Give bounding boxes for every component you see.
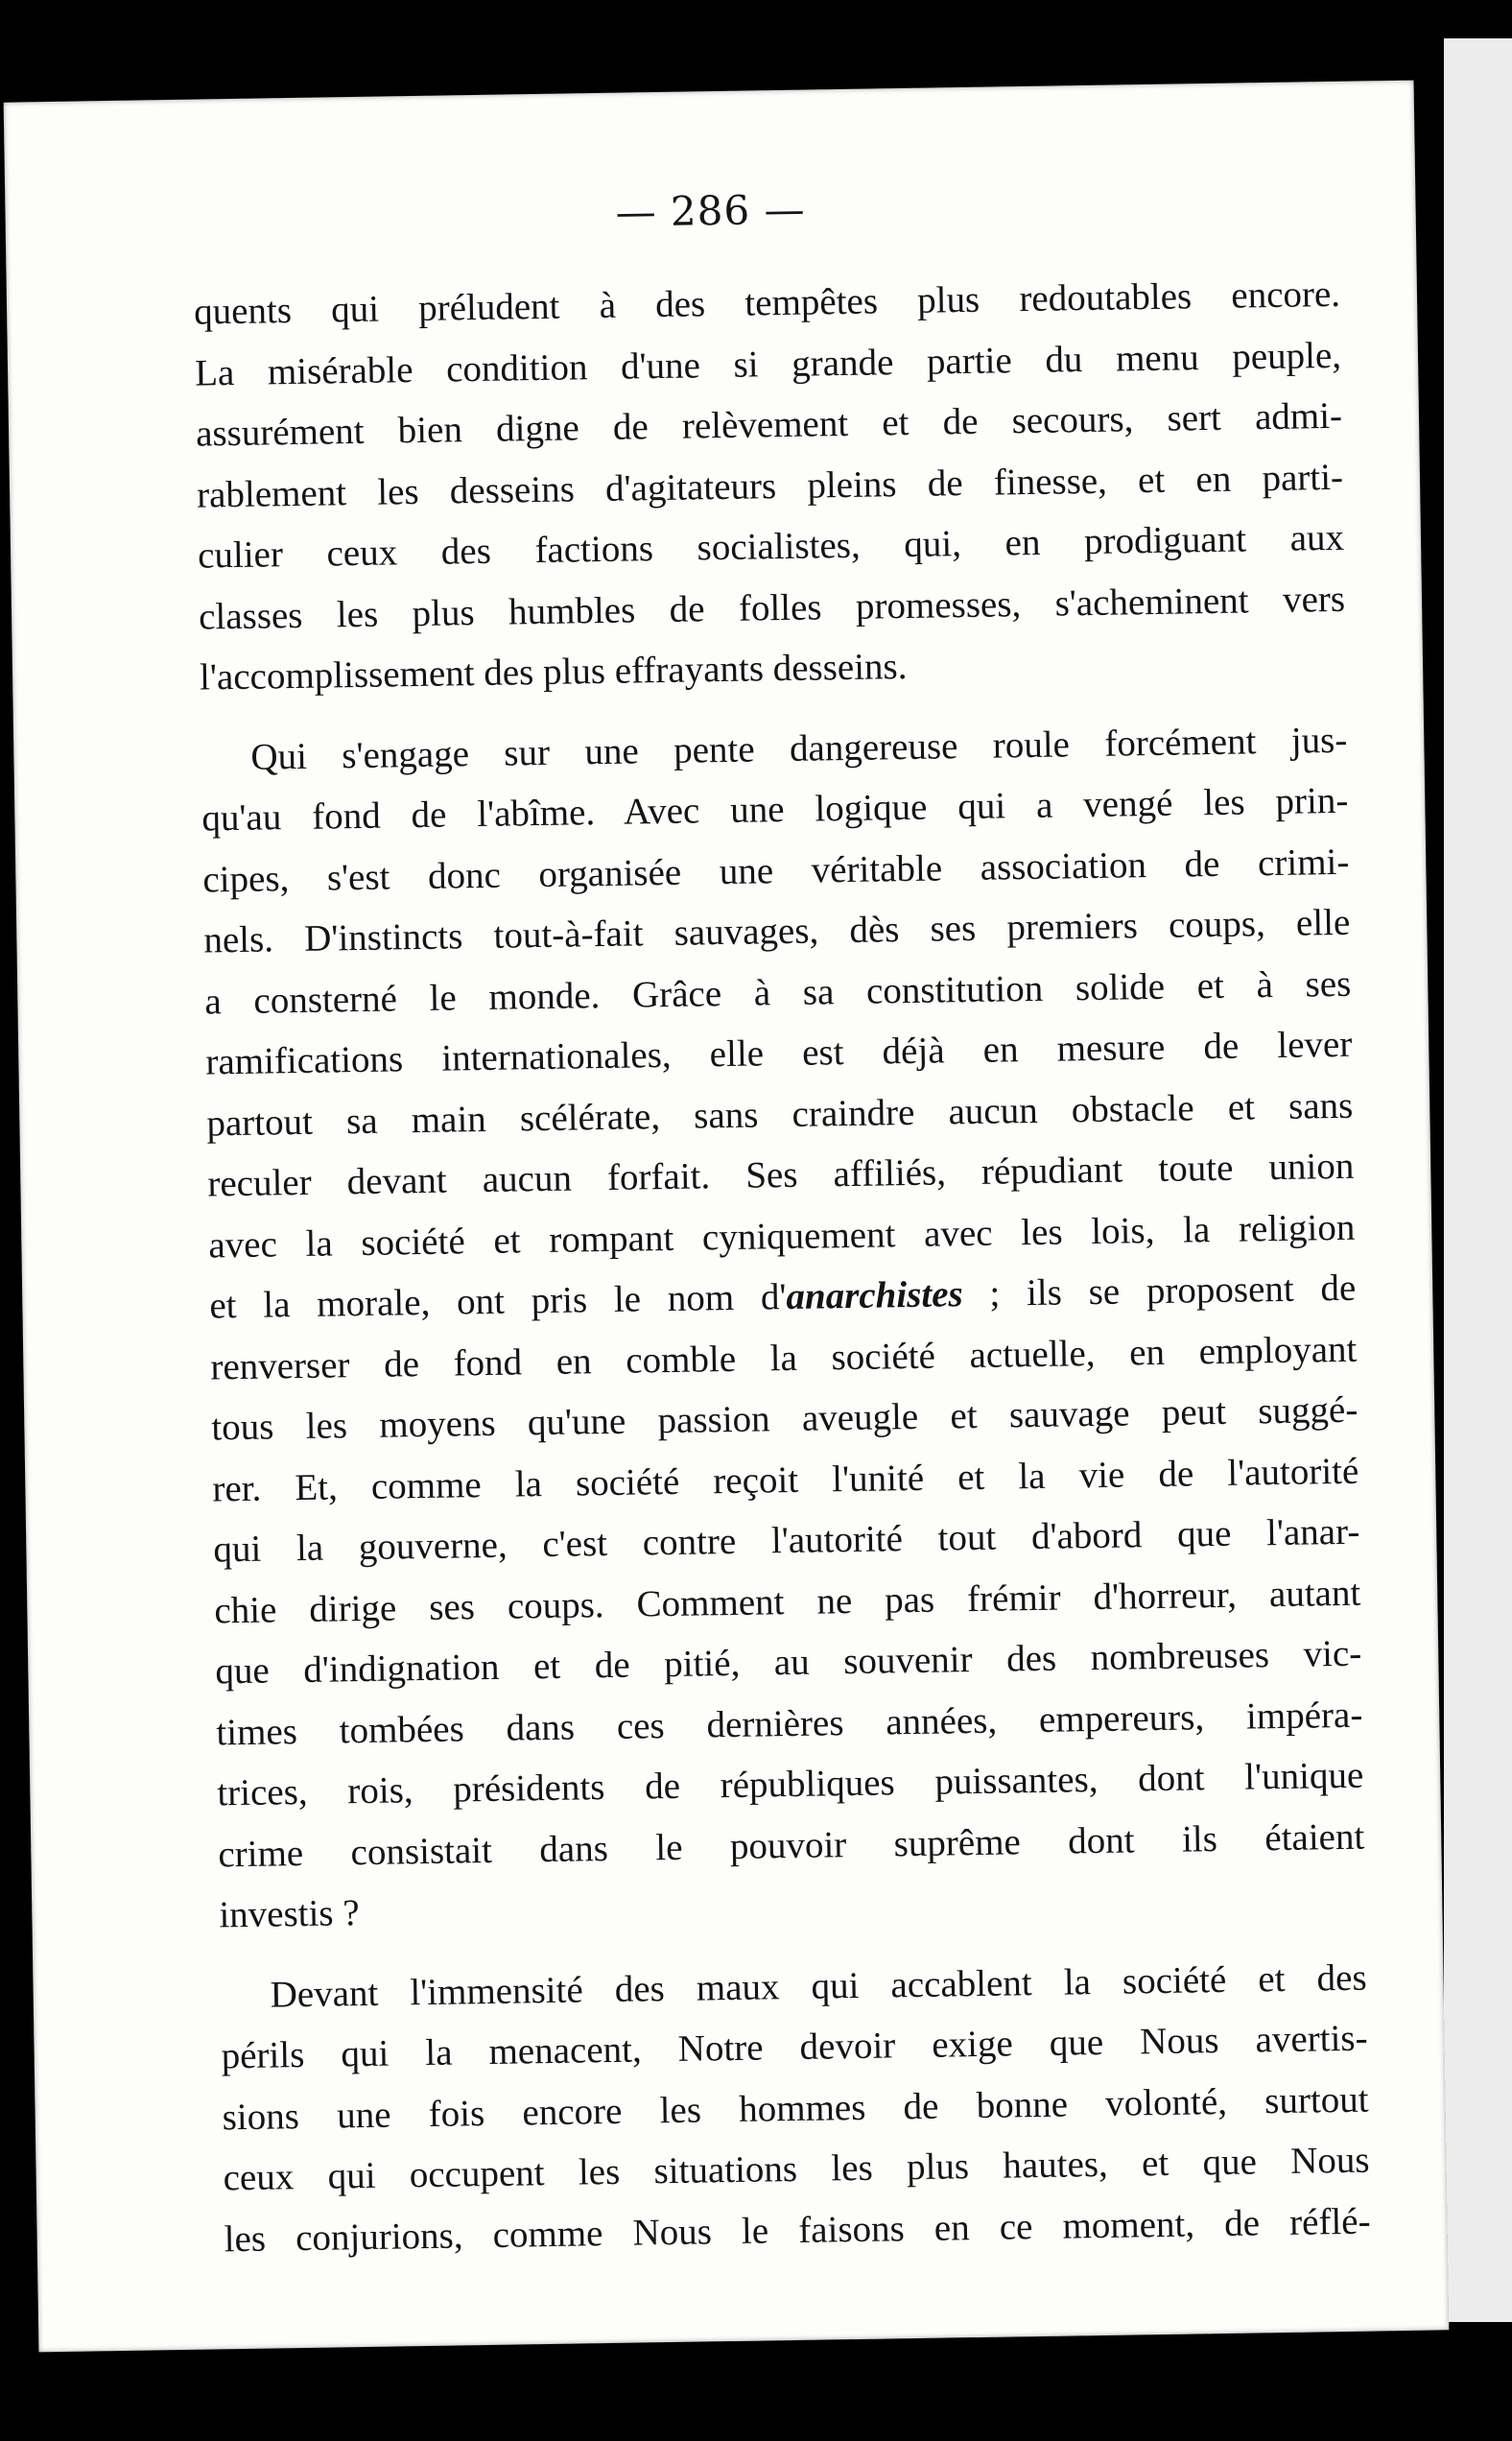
text-line: investis ? [219, 1892, 360, 1936]
paragraph-3 [220, 1947, 1371, 2269]
text-line: qui la gouverne, c'est contre l'autorité tout d'abord que l'anar- [213, 1510, 1360, 1571]
text-line: nels. D'instincts tout-à-fait sauvages, dès ses premiers coups, elle [203, 901, 1351, 961]
text-line: crime consistait dans le pouvoir suprême dont ils étaient [218, 1815, 1365, 1875]
text-line: l'accomplissement des plus effrayants desseins. [199, 645, 908, 699]
text-line: avec la société et rompant cyniquement avec les lois, la religion [208, 1206, 1356, 1266]
paragraph-2 [201, 709, 1366, 1946]
page-number: — 286 — [615, 185, 806, 236]
text-line: quents qui préludent à des tempêtes plus redoutables encore. [193, 273, 1341, 333]
text-line: a consterné le monde. Grâce à sa constitution solide et à ses [204, 962, 1352, 1023]
text-line: ceux qui occupent les situations les plus hautes, et que Nous [223, 2139, 1370, 2199]
italic-term: anarchistes [786, 1273, 963, 1318]
text-line: assurément bien digne de relèvement et de secours, sert admi- [195, 394, 1343, 455]
text-line: renverser de fond en comble la société actuelle, en employant [210, 1328, 1358, 1387]
text-line: culier ceux des factions socialistes, qui, en prodiguant aux [197, 516, 1345, 577]
book-page [4, 81, 1450, 2353]
body-text [194, 264, 1371, 2270]
text-line: partout sa main scélérate, sans craindre aucun obstacle et sans [206, 1084, 1354, 1144]
text-line: Devant l'immensité des maux qui accablent la société et des [270, 1956, 1367, 2016]
text-line: reculer devant aucun forfait. Ses affiliés, répudiant toute union [207, 1145, 1355, 1205]
text-line: trices, rois, présidents de républiques puissantes, dont l'unique [217, 1754, 1364, 1814]
text-line: rablement les desseins d'agitateurs pleins de finesse, et en parti- [196, 456, 1344, 516]
text-line: que d'indignation et de pitié, au souvenir des nombreuses vic- [215, 1632, 1362, 1693]
adjacent-page-edge [1444, 38, 1512, 2322]
text-line: Qui s'engage sur une pente dangereuse roule forcément jus- [250, 719, 1348, 778]
text-segment: ; ils se proposent de [962, 1267, 1357, 1315]
text-line: tous les moyens qu'une passion aveugle et sauvage peut suggé- [211, 1388, 1358, 1449]
text-line: times tombées dans ces dernières années, empereurs, impéra- [216, 1694, 1363, 1753]
text-line: La misérable condition d'une si grande partie du menu peuple, [194, 334, 1342, 394]
text-line: rer. Et, comme la société reçoit l'unité et la vie de l'autorité [212, 1450, 1359, 1509]
text-line: cipes, s'est donc organisée une véritable association de crimi- [202, 841, 1350, 901]
text-line: qu'au fond de l'abîme. Avec une logique qui a vengé les prin- [201, 779, 1349, 840]
text-line: classes les plus humbles de folles promesses, s'acheminent vers [198, 578, 1346, 638]
text-segment: et la morale, ont pris le nom d' [209, 1276, 787, 1327]
text-line: ramifications internationales, elle est déjà en mesure de lever [205, 1023, 1353, 1083]
paragraph-1 [194, 264, 1347, 708]
text-line: chie dirige ses coups. Comment ne pas frémir d'horreur, autant [214, 1572, 1361, 1631]
text-line: les conjurions, comme Nous le faisons en ce moment, de réflé- [224, 2200, 1371, 2260]
text-line: sions une fois encore les hommes de bonne volonté, surtout [222, 2078, 1369, 2138]
text-line: périls qui la menacent, Notre devoir exige que Nous avertis- [221, 2017, 1368, 2077]
